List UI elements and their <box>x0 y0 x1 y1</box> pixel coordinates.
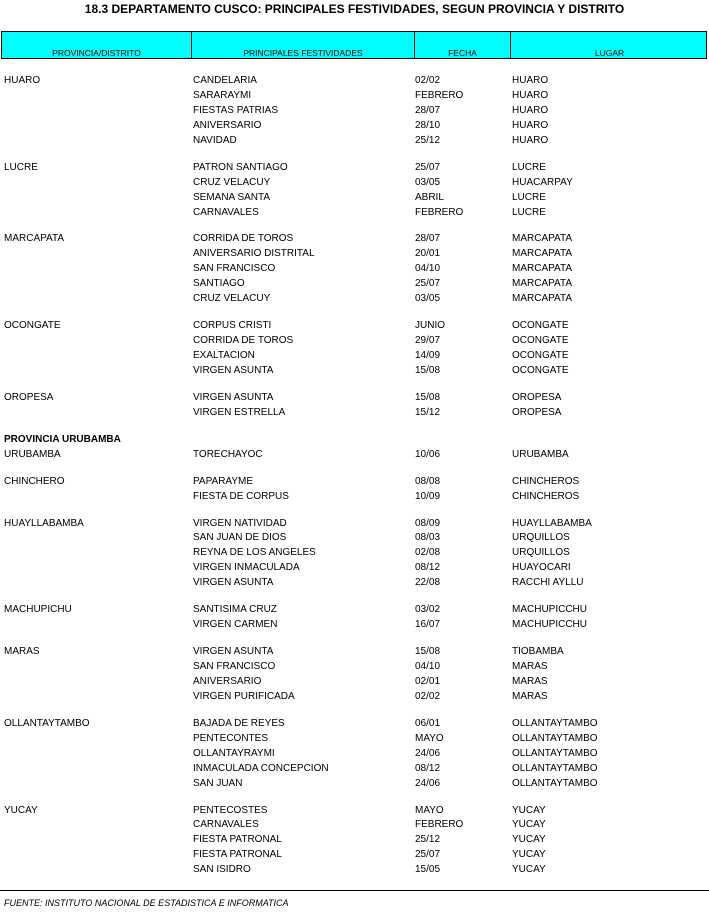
block-gap <box>0 792 709 804</box>
date-cell: 15/05 <box>415 864 441 876</box>
block-gap <box>0 307 709 319</box>
place-cell: CHINCHEROS <box>512 490 580 502</box>
district-cell: MACHUPICHU <box>4 604 72 616</box>
footer-divider <box>0 890 709 891</box>
table-row <box>0 690 709 705</box>
date-cell: 15/08 <box>415 364 441 376</box>
place-cell: OCONGATE <box>512 320 569 332</box>
festivity-cell: FIESTA PATRONAL <box>193 849 282 861</box>
table-row <box>0 74 709 89</box>
date-cell: 14/09 <box>415 350 441 361</box>
date-cell: 25/07 <box>415 278 441 290</box>
date-cell: 28/10 <box>415 119 441 131</box>
table-row <box>0 406 709 421</box>
place-cell: OCONGATE <box>512 364 569 376</box>
date-cell: 28/07 <box>415 233 441 245</box>
place-cell: MARCAPATA <box>512 263 573 275</box>
date-cell: 15/08 <box>415 391 441 403</box>
festivity-cell: VIRGEN ESTRELLA <box>193 406 286 418</box>
place-cell: URQUILLOS <box>512 547 570 559</box>
festivity-cell: VIRGEN PURIFICADA <box>193 690 295 702</box>
date-cell: 24/06 <box>415 747 441 759</box>
table-row <box>0 232 709 247</box>
header-place: LUGAR <box>594 48 625 58</box>
festivity-cell: ANIVERSARIO <box>193 675 262 687</box>
table-row <box>0 546 709 561</box>
table-row <box>0 104 709 119</box>
table-row <box>0 247 709 262</box>
block-gap <box>0 705 709 717</box>
festivity-cell: SAN ISIDRO <box>193 864 251 876</box>
place-cell: OROPESA <box>512 391 562 403</box>
date-cell: 20/01 <box>415 248 441 260</box>
place-cell: MARCAPATA <box>512 293 573 305</box>
place-cell: YUCAY <box>512 819 546 831</box>
header-district: PROVINCIA/DISTRITO <box>2 32 192 58</box>
page-title: 18.3 DEPARTAMENTO CUSCO: PRINCIPALES FESTIVIDADES, SEGUN PROVINCIA Y DISTRITO <box>84 2 625 16</box>
district-cell: CHINCHERO <box>4 475 65 487</box>
table-row <box>0 89 709 104</box>
table-row <box>0 448 709 463</box>
table-row <box>0 319 709 334</box>
place-cell: LUCRE <box>512 206 546 218</box>
place-cell: LUCRE <box>512 191 546 203</box>
block-gap <box>0 220 709 232</box>
place-cell: RACCHI AYLLU <box>512 577 584 589</box>
header-festivities: PRINCIPALES FESTIVIDADES <box>192 32 415 58</box>
place-cell: OLLANTAYTAMBO <box>512 762 598 774</box>
table-row <box>0 863 709 878</box>
table-row <box>0 777 709 792</box>
place-cell: MARAS <box>512 690 548 702</box>
table-row <box>0 517 709 532</box>
table-row <box>0 206 709 221</box>
place-cell: YUCAY <box>512 834 546 846</box>
place-cell: URUBAMBA <box>512 448 569 460</box>
place-cell: YUCAY <box>512 849 546 861</box>
table-body <box>0 74 709 878</box>
place-cell: HUARO <box>512 75 549 86</box>
place-cell: MARCAPATA <box>512 248 573 260</box>
festivity-cell: PAPARAYME <box>193 475 254 487</box>
table-row <box>0 391 709 406</box>
place-cell: MARAS <box>512 661 548 672</box>
date-cell: 16/07 <box>415 619 441 631</box>
place-cell: HUAYOCARI <box>512 562 571 574</box>
table-row <box>0 576 709 591</box>
date-cell: 15/08 <box>415 646 441 658</box>
table-row <box>0 561 709 576</box>
date-cell: 02/02 <box>415 690 441 702</box>
block-gap <box>0 505 709 517</box>
festivity-cell: SANTIAGO <box>193 278 245 290</box>
date-cell: 10/09 <box>415 490 441 502</box>
section-row <box>0 433 709 448</box>
place-cell: TIOBAMBA <box>512 646 564 658</box>
table-row <box>0 161 709 176</box>
festivity-cell: VIRGEN ASUNTA <box>193 577 274 589</box>
festivity-cell: PENTECONTES <box>193 732 269 744</box>
table-row <box>0 645 709 660</box>
festivity-cell: PATRON SANTIAGO <box>193 161 288 173</box>
festivity-cell: CRUZ VELACUY <box>193 293 271 305</box>
table-row <box>0 262 709 277</box>
place-cell: YUCAY <box>512 864 546 876</box>
place-cell: OROPESA <box>512 406 562 418</box>
date-cell: MAYO <box>415 804 444 816</box>
festivity-cell: FIESTA PATRONAL <box>193 834 282 846</box>
table-row <box>0 176 709 191</box>
place-cell: HUARO <box>512 134 549 146</box>
date-cell: 03/02 <box>415 604 441 616</box>
festivity-cell: SANTISIMA CRUZ <box>193 604 277 616</box>
table-row <box>0 292 709 307</box>
place-cell: HUARO <box>512 104 549 116</box>
place-cell: MARAS <box>512 675 548 687</box>
date-cell: FEBRERO <box>415 206 464 218</box>
date-cell: JUNIO <box>415 320 445 332</box>
festivity-cell: TORECHAYOC <box>193 448 263 460</box>
date-cell: 25/12 <box>415 834 441 846</box>
festivity-cell: FIESTAS PATRIAS <box>193 104 279 116</box>
table-row <box>0 134 709 149</box>
date-cell: ABRIL <box>415 191 444 203</box>
district-cell: URUBAMBA <box>4 448 61 460</box>
festivity-cell: CARNAVALES <box>193 206 259 218</box>
date-cell: 02/01 <box>415 675 441 687</box>
block-gap <box>0 633 709 645</box>
festivity-cell: FIESTA DE CORPUS <box>193 490 289 502</box>
block-gap <box>0 463 709 475</box>
source-note: FUENTE: INSTITUTO NACIONAL DE ESTADISTICA E INFORMATICA <box>4 898 289 908</box>
date-cell: 29/07 <box>415 335 441 347</box>
table-row <box>0 675 709 690</box>
place-cell: LUCRE <box>512 161 546 173</box>
table-row <box>0 833 709 848</box>
date-cell: 08/12 <box>415 562 441 574</box>
district-cell: MARAS <box>4 646 40 658</box>
place-cell: OLLANTAYTAMBO <box>512 747 598 759</box>
table-header <box>1 31 707 59</box>
place-cell: MARCAPATA <box>512 278 573 290</box>
date-cell: 22/08 <box>415 577 441 589</box>
date-cell: FEBRERO <box>415 819 464 831</box>
table-row <box>0 717 709 732</box>
district-cell: OCONGATE <box>4 320 61 332</box>
festivity-cell: VIRGEN CARMEN <box>193 619 278 631</box>
festivity-cell: ANIVERSARIO DISTRITAL <box>193 248 315 260</box>
table-row <box>0 732 709 747</box>
table-row <box>0 618 709 633</box>
date-cell: 25/12 <box>415 134 441 146</box>
place-cell: CHINCHEROS <box>512 475 580 487</box>
header-date: FECHA <box>415 32 511 58</box>
date-cell: 08/12 <box>415 762 441 774</box>
date-cell: 25/07 <box>415 161 441 173</box>
festivity-cell: VIRGEN ASUNTA <box>193 391 274 403</box>
festivity-cell: PENTECOSTES <box>193 804 268 816</box>
table-row <box>0 119 709 134</box>
place-cell: OLLANTAYTAMBO <box>512 717 598 729</box>
festivity-cell: CORPUS CRISTI <box>193 320 272 332</box>
festivity-cell: VIRGEN ASUNTA <box>193 364 274 376</box>
date-cell: 02/08 <box>415 547 441 559</box>
date-cell: 06/01 <box>415 717 441 729</box>
table-row <box>0 334 709 349</box>
block-gap <box>0 149 709 161</box>
district-cell: PROVINCIA URUBAMBA <box>4 433 121 445</box>
place-cell: MACHUPICCHU <box>512 604 587 616</box>
table-row <box>0 475 709 490</box>
table-row <box>0 848 709 863</box>
date-cell: 08/09 <box>415 517 441 529</box>
festivity-cell: SAN FRANCISCO <box>193 263 276 275</box>
place-cell: OCONGATE <box>512 350 569 361</box>
district-cell: HUARO <box>4 75 41 86</box>
date-cell: 02/02 <box>415 75 441 86</box>
district-cell: YUCAY <box>4 804 38 816</box>
place-cell: URQUILLOS <box>512 532 570 544</box>
date-cell: 04/10 <box>415 263 441 275</box>
festivity-cell: CARNAVALES <box>193 819 259 831</box>
festivity-cell: OLLANTAYRAYMI <box>193 747 275 759</box>
place-cell: HUAYLLABAMBA <box>512 517 592 529</box>
table-row <box>0 531 709 546</box>
place-cell: HUACARPAY <box>512 176 573 188</box>
table-row <box>0 490 709 505</box>
district-cell: MARCAPATA <box>4 233 65 245</box>
date-cell: 08/03 <box>415 532 441 544</box>
festivity-cell: SAN FRANCISCO <box>193 661 276 672</box>
festivity-cell: SARARAYMI <box>193 89 252 101</box>
table-row <box>0 660 709 675</box>
district-cell: HUAYLLABAMBA <box>4 517 84 529</box>
date-cell: 15/12 <box>415 406 441 418</box>
festivity-cell: BAJADA DE REYES <box>193 717 285 729</box>
place-cell: HUARO <box>512 89 549 101</box>
festivity-cell: VIRGEN ASUNTA <box>193 646 274 658</box>
date-cell: 04/10 <box>415 661 441 672</box>
place-cell: OCONGATE <box>512 335 569 347</box>
table-row <box>0 277 709 292</box>
date-cell: 03/05 <box>415 176 441 188</box>
table-row <box>0 191 709 206</box>
festivity-cell: SEMANA SANTA <box>193 191 271 203</box>
table-row <box>0 747 709 762</box>
date-cell: FEBRERO <box>415 89 464 101</box>
place-cell: HUARO <box>512 119 549 131</box>
place-cell: MARCAPATA <box>512 233 573 245</box>
date-cell: MAYO <box>415 732 444 744</box>
table-row <box>0 762 709 777</box>
table-row <box>0 818 709 833</box>
block-gap <box>0 591 709 603</box>
festivity-cell: REYNA DE LOS ANGELES <box>193 547 316 559</box>
festivity-cell: NAVIDAD <box>193 134 237 146</box>
date-cell: 10/06 <box>415 448 441 460</box>
block-gap <box>0 421 709 433</box>
festivity-cell: ANIVERSARIO <box>193 119 262 131</box>
place-cell: OLLANTAYTAMBO <box>512 777 598 789</box>
table-row <box>0 603 709 618</box>
table-row <box>0 804 709 819</box>
district-cell: OROPESA <box>4 391 54 403</box>
date-cell: 28/07 <box>415 104 441 116</box>
district-cell: OLLANTAYTAMBO <box>4 717 90 729</box>
date-cell: 25/07 <box>415 849 441 861</box>
place-cell: MACHUPICCHU <box>512 619 587 631</box>
festivity-cell: SAN JUAN <box>193 777 243 789</box>
festivity-cell: CRUZ VELACUY <box>193 176 271 188</box>
festivity-cell: CORRIDA DE TOROS <box>193 233 294 245</box>
festivity-cell: CANDELARIA <box>193 75 257 86</box>
festivity-cell: EXALTACION <box>193 350 255 361</box>
table-row <box>0 349 709 364</box>
place-cell: OLLANTAYTAMBO <box>512 732 598 744</box>
place-cell: YUCAY <box>512 804 546 816</box>
festivity-cell: INMACULADA CONCEPCION <box>193 762 329 774</box>
date-cell: 24/06 <box>415 777 441 789</box>
festivity-cell: VIRGEN NATIVIDAD <box>193 517 287 529</box>
district-cell: LUCRE <box>4 161 38 173</box>
date-cell: 08/08 <box>415 475 441 487</box>
festivity-cell: SAN JUAN DE DIOS <box>193 532 287 544</box>
festivity-cell: CORRIDA DE TOROS <box>193 335 294 347</box>
date-cell: 03/05 <box>415 293 441 305</box>
festivity-cell: VIRGEN INMACULADA <box>193 562 300 574</box>
table-row <box>0 364 709 379</box>
block-gap <box>0 379 709 391</box>
